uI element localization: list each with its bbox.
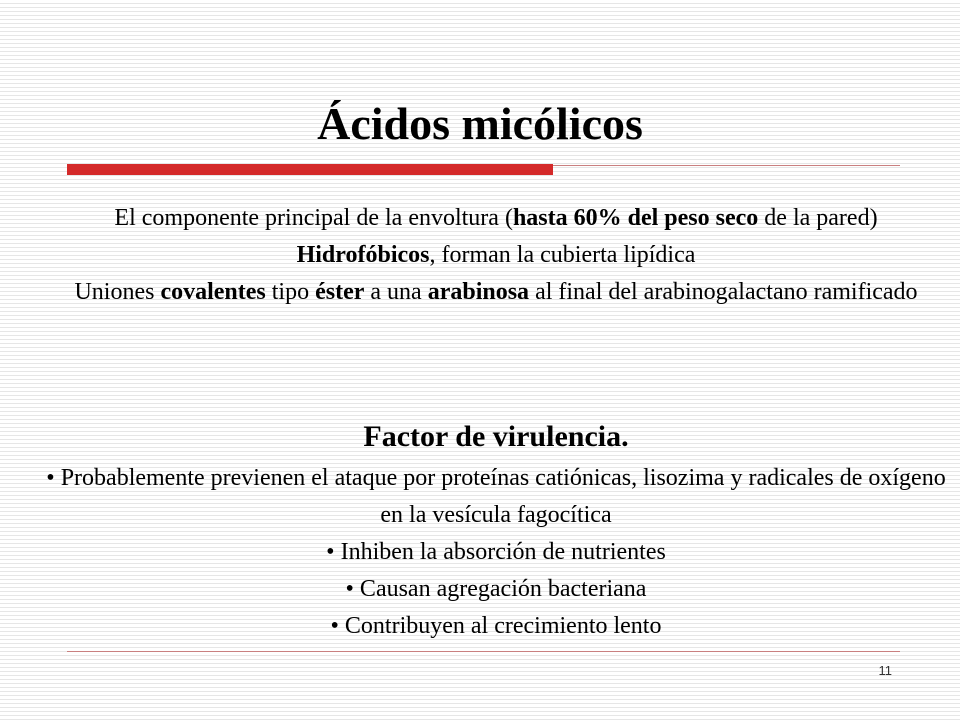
virulence-heading bbox=[40, 418, 952, 456]
list-item: • Inhiben la absorción de nutrientes bbox=[326, 539, 666, 565]
list-item: • Contribuyen al crecimiento lento bbox=[330, 613, 662, 639]
intro-line-1 bbox=[40, 200, 952, 237]
title-accent-bar bbox=[67, 164, 553, 175]
virulence-heading-period: . bbox=[621, 420, 629, 453]
intro-line-2-part-1: Hidrofóbicos bbox=[296, 242, 430, 268]
slide-title: Ácidos micólicos bbox=[317, 98, 643, 149]
intro-line-1-part-2: hasta 60% del peso seco bbox=[512, 205, 759, 231]
virulence-heading-bold: Factor de virulencia bbox=[363, 420, 622, 453]
intro-line-3 bbox=[40, 274, 952, 311]
page-number: 11 bbox=[878, 663, 892, 678]
intro-line-3-part-2: covalentes bbox=[160, 279, 266, 305]
list-item: • Causan agregación bacteriana bbox=[345, 576, 647, 602]
intro-line-3-part-4: éster bbox=[315, 279, 365, 305]
footer-line bbox=[67, 651, 900, 652]
intro-line-2-part-2: , forman la cubierta lipídica bbox=[429, 242, 696, 268]
intro-text bbox=[40, 200, 952, 311]
intro-line-3-part-1: Uniones bbox=[74, 279, 161, 305]
intro-line-3-part-3: tipo bbox=[265, 279, 316, 305]
intro-line-3-part-5: a una bbox=[364, 279, 428, 305]
intro-line-1-part-3: de la pared) bbox=[758, 205, 878, 231]
title-accent-line bbox=[553, 165, 900, 166]
intro-line-3-part-6: arabinosa bbox=[427, 279, 530, 305]
intro-line-3-part-7: al final del arabinogalactano ramificado bbox=[529, 279, 918, 305]
intro-line-2 bbox=[40, 237, 952, 274]
virulence-list bbox=[40, 460, 952, 645]
intro-line-1-part-1: El componente principal de la envoltura ( bbox=[114, 205, 513, 231]
list-item: • Probablemente previenen el ataque por proteínas catiónicas, lisozima y radicales de oxígeno en la vesícula fagocítica bbox=[46, 465, 946, 528]
